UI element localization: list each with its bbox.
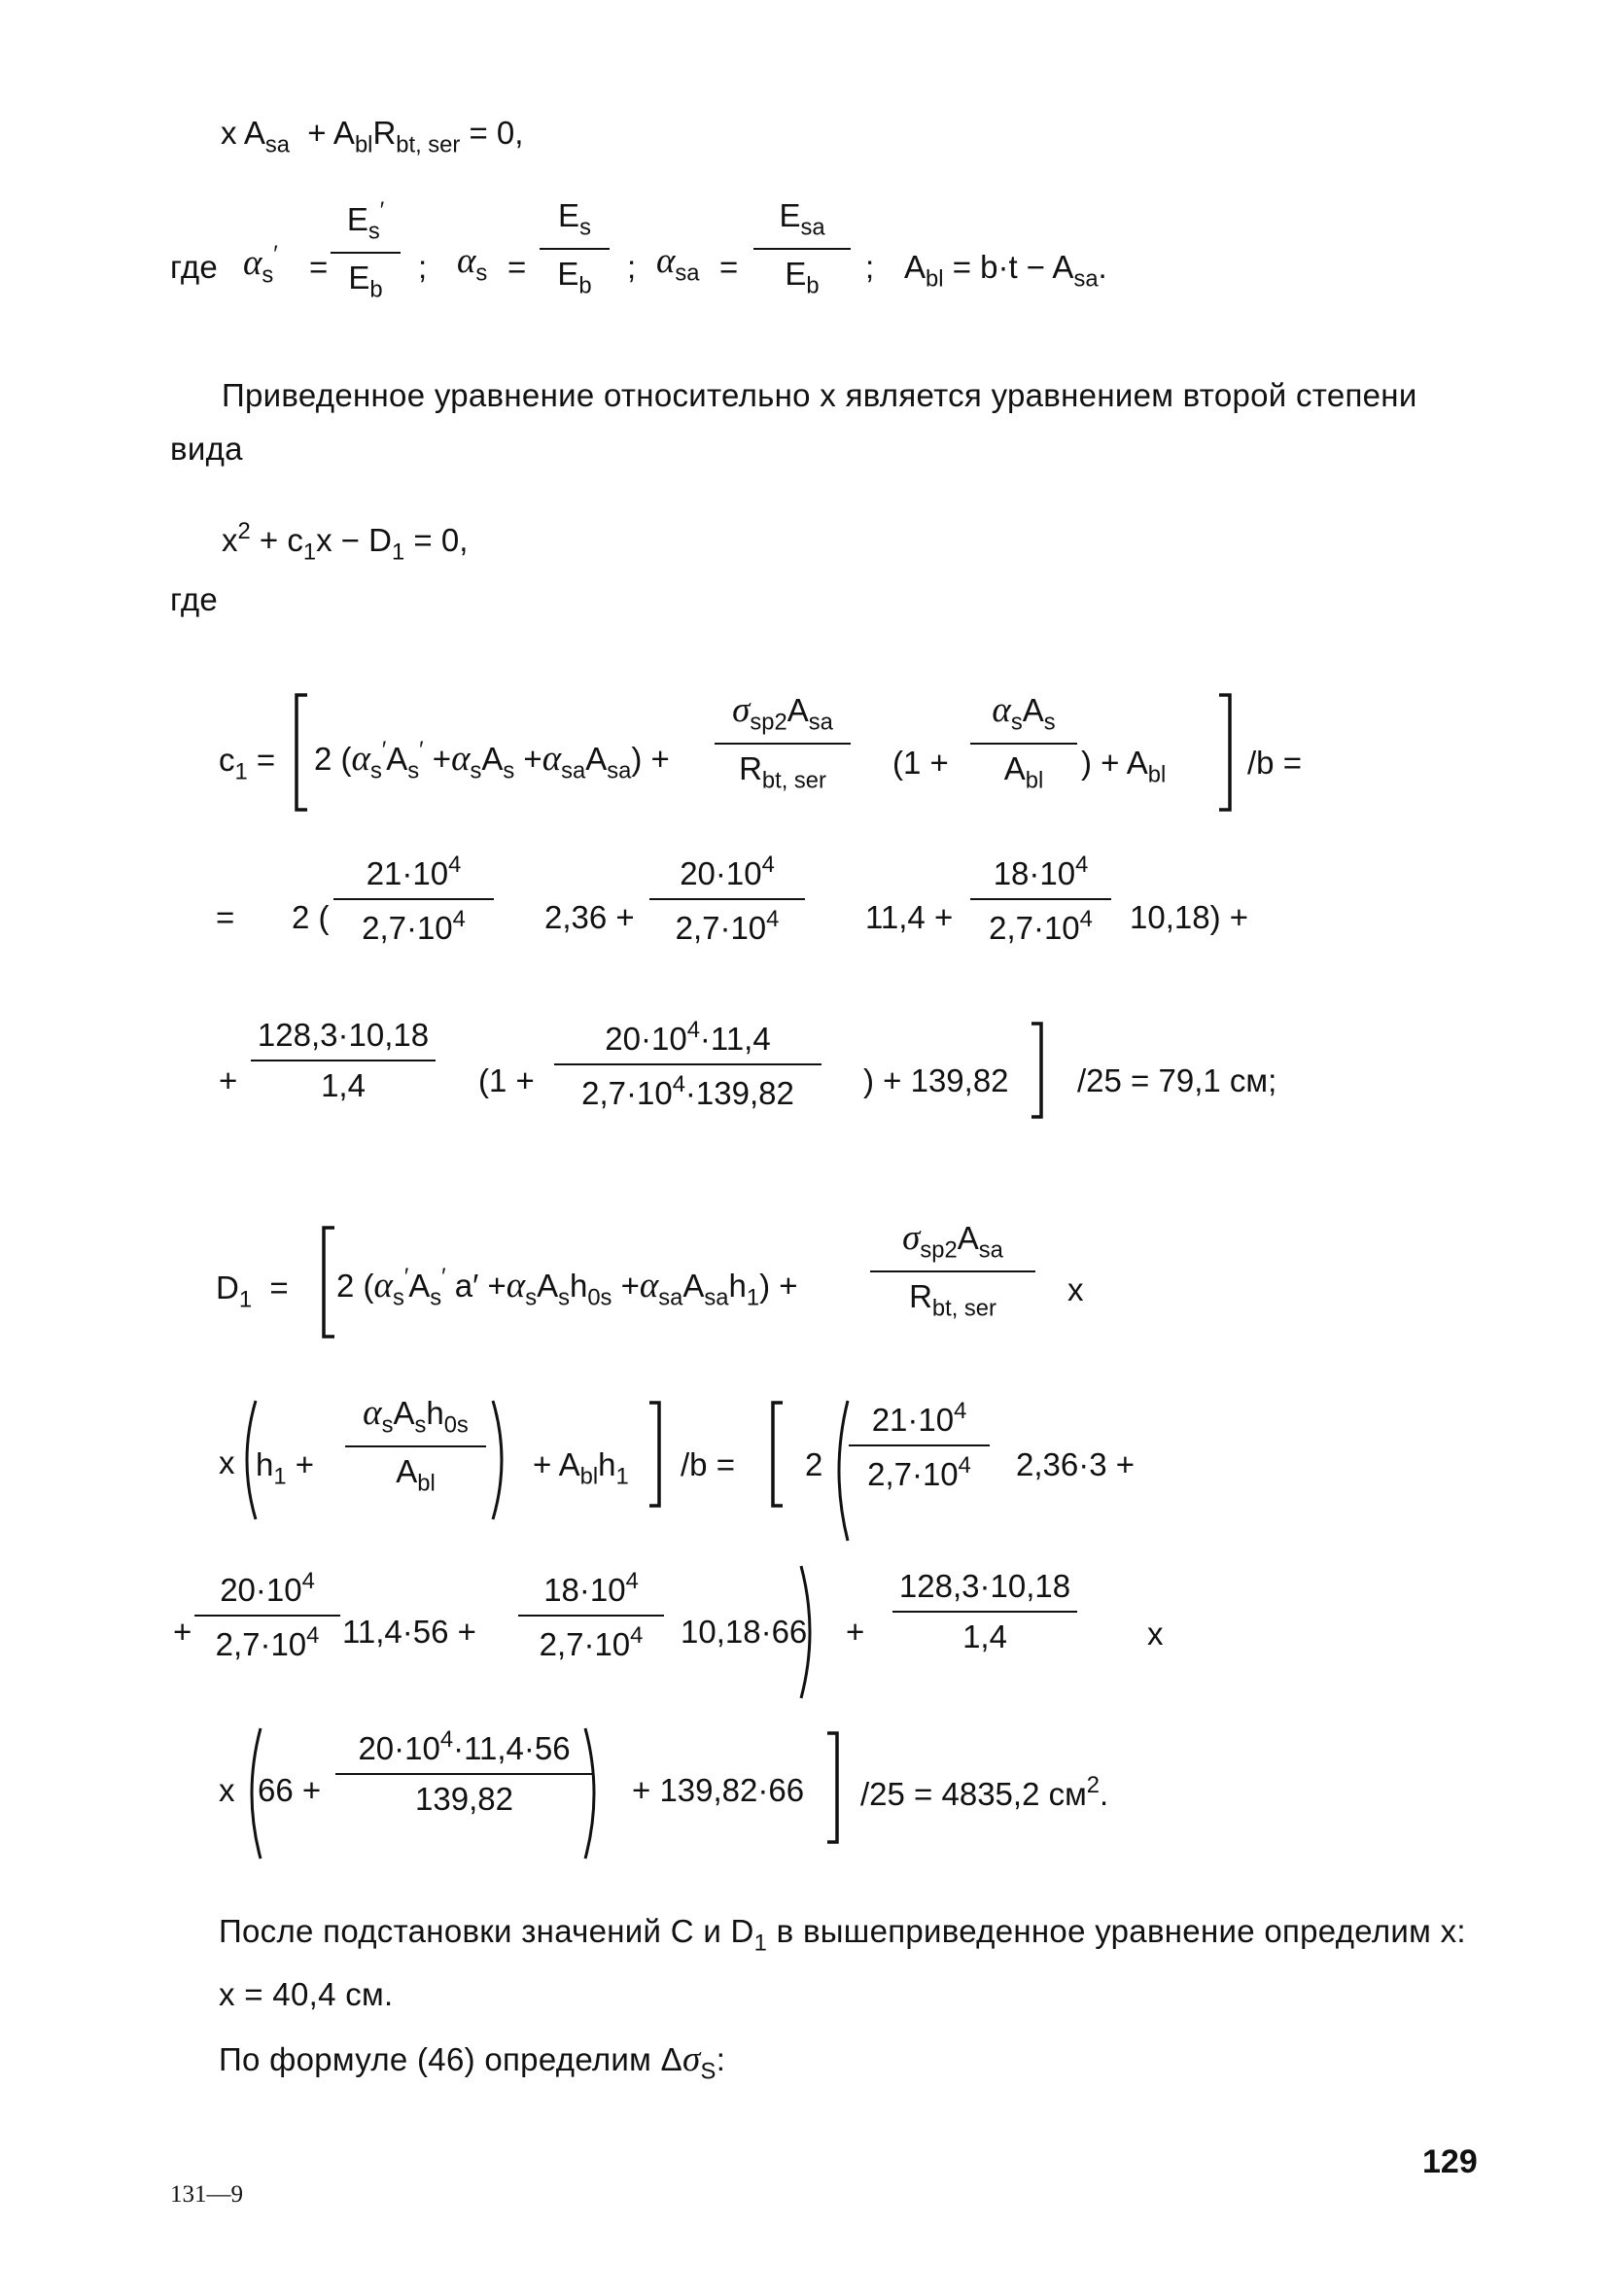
paragraph-line: Приведенное уравнение относительно х является уравнением второй степени — [222, 377, 1417, 413]
right-paren-d1-2 — [489, 1398, 512, 1522]
alpha-s-prime: $\alpha_s'$ — [243, 241, 278, 289]
quadratic-equation: $x^2 + c_1x - D_1 = 0$, — [222, 518, 469, 566]
frac-20e4-11-4-56: $20\cdot 10^4\cdot 11,4\cdot 56$ 139,82 — [335, 1728, 593, 1815]
equation-residual: x $A_{sa} + A_{bl}R_{bt, ser} = 0$, — [221, 115, 524, 158]
frac-as-over-abl: $\alpha_sA_s$ $A_{bl}$ — [970, 692, 1077, 792]
eq-sign-c1num: = — [216, 899, 235, 935]
div-b-eq: /b = — [681, 1446, 735, 1482]
d1-label: $D_1$ = — [216, 1270, 289, 1313]
frac-20e4-11-4: $20\cdot 10^4\cdot 11,4$ $2,7\cdot 10^4\cdot 139,82$ — [554, 1019, 821, 1109]
frac-128-3-d1: 128,3·10,18 1,4 — [892, 1570, 1077, 1652]
frac-21e4: $21\cdot 10^4$ $2,7\cdot 10^4$ — [333, 853, 494, 944]
left-bracket-d1-2 — [768, 1400, 786, 1509]
right-paren-d1-3 — [797, 1563, 821, 1701]
result-x: х = 40,4 см. — [219, 1976, 394, 2012]
abl-definition: $A_{bl} = b\cdot t - A_{sa}$. — [904, 249, 1107, 293]
frac-20e4-d1: $20\cdot 10^4$ $2,7\cdot 10^4$ — [194, 1570, 340, 1660]
paragraph-line: вида — [170, 431, 243, 467]
paren-open-2: (1 + — [478, 1062, 535, 1098]
gde-label: где — [170, 249, 219, 285]
value-10-18-66: 10,18·66 — [681, 1614, 808, 1650]
two: 2 — [805, 1446, 823, 1482]
frac-18e4-d1: $18\cdot 10^4$ $2,7\cdot 10^4$ — [518, 1570, 664, 1660]
d1-sum: 2 ($\alpha_s'A_s'$ $a' +\alpha_sA_sh_{0s} +\alpha_{sa}A_{sa}h_1$) + — [336, 1264, 798, 1311]
right-bracket-d1-4 — [824, 1730, 842, 1845]
value-10-18: 10,18) + — [1130, 899, 1249, 935]
printer-signature: 131—9 — [170, 2181, 243, 2208]
paragraph-substitution: После подстановки значений С и $D_1$ в вышеприведенное уравнение определим х: — [219, 1913, 1466, 1957]
c1-label: $c_1$ = — [219, 742, 276, 785]
right-bracket-d1-2 — [647, 1400, 664, 1509]
d1-result: /25 = 4835,2 $см^2$. — [860, 1772, 1109, 1813]
right-bracket-c1num — [1029, 1021, 1046, 1120]
value-11-4: 11,4 + — [865, 899, 954, 935]
page-number: 129 — [1422, 2143, 1478, 2180]
right-paren-d1-4 — [581, 1725, 605, 1861]
paren-close-plus-abl: ) + $A_{bl}$ — [1081, 745, 1167, 788]
plus-abl-h1: + $A_{bl}h_1$ — [533, 1446, 629, 1490]
semicolon-2: ; — [627, 249, 637, 285]
eq-sign-2: = — [507, 249, 527, 285]
eq-sign: = — [309, 249, 329, 285]
ratio-es-over-eb: $E_s$ $E_b$ — [540, 199, 610, 297]
frac-21e4-d1: $21\cdot 10^4$ $2,7\cdot 10^4$ — [849, 1400, 990, 1490]
c1-result: /25 = 79,1 см; — [1077, 1062, 1277, 1098]
plus-sign-d1-3b: + — [846, 1614, 865, 1650]
frac-18e4: $18\cdot 10^4$ $2,7\cdot 10^4$ — [970, 853, 1111, 944]
div-b: /b = — [1247, 745, 1302, 781]
tail-139-82: ) + 139,82 — [863, 1062, 1009, 1098]
two-open: 2 ( — [292, 899, 330, 935]
ratio-es-prime-over-eb: $E_s'$ $E_b$ — [331, 199, 401, 301]
frac-sigma-over-rbt-d1: $\sigma_{sp2}A_{sa}$ $R_{bt, ser}$ — [870, 1220, 1035, 1320]
value-2-36: 2,36 + — [544, 899, 635, 935]
plus-sign-d1-3: + — [173, 1614, 192, 1650]
alpha-s: $\alpha_s$ — [457, 241, 488, 287]
value-11-4-56: 11,4·56 + — [342, 1614, 476, 1650]
value-2-36-3: 2,36·3 + — [1016, 1446, 1136, 1482]
frac-20e4: $20\cdot 10^4$ $2,7\cdot 10^4$ — [649, 853, 805, 944]
alpha-sa: $\alpha_{sa}$ — [656, 241, 700, 287]
h1-plus: $h_1$ + — [256, 1446, 315, 1490]
eq-sign-3: = — [719, 249, 739, 285]
value-66-plus: 66 + — [258, 1772, 322, 1808]
semicolon-1: ; — [418, 249, 428, 285]
gde-label-2: где — [170, 581, 219, 617]
tail-139-82-66: + 139,82·66 — [632, 1772, 805, 1808]
left-bracket-d1 — [319, 1225, 338, 1339]
paragraph-formula-46: По формуле (46) определим $\Delta\sigma_S$: — [219, 2039, 726, 2085]
times-x: x — [1067, 1271, 1084, 1307]
ratio-esa-over-eb: $E_{sa}$ $E_b$ — [753, 199, 851, 297]
times-x-2: x — [219, 1444, 235, 1480]
frac-sigma-over-rbt: $\sigma_{sp2}A_{sa}$ $R_{bt, ser}$ — [715, 692, 851, 792]
times-x-3: x — [1147, 1616, 1164, 1652]
semicolon-3: ; — [865, 249, 875, 285]
c1-sum: 2 $(\alpha_s'A_s' +\alpha_sA_s +\alpha_{sa}A_{sa})$ + — [314, 737, 670, 784]
frac-128-3: 128,3·10,18 1,4 — [251, 1019, 436, 1101]
frac-as-h0s-over-abl: $\alpha_sA_sh_{0s}$ $A_{bl}$ — [345, 1395, 486, 1495]
plus-sign: + — [219, 1062, 238, 1098]
times-x-4: x — [219, 1772, 235, 1808]
left-bracket-c1 — [292, 692, 311, 813]
paren-open: (1 + — [892, 745, 949, 781]
right-bracket-c1 — [1215, 692, 1235, 813]
